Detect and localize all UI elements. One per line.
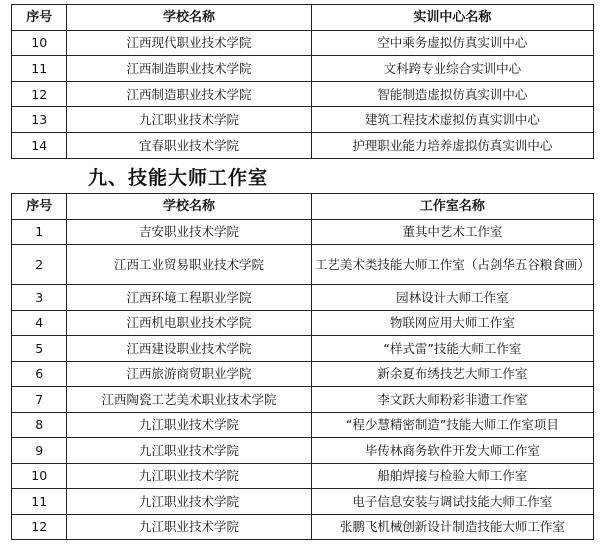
row-name: 新余夏布绣技艺大师工作室 bbox=[311, 361, 593, 387]
row-index: 7 bbox=[12, 387, 67, 413]
row-name: 毕传林商务软件开发大师工作室 bbox=[311, 438, 593, 464]
table-row bbox=[12, 514, 594, 540]
row-school: 九江职业技术学院 bbox=[67, 489, 311, 515]
table-row bbox=[12, 361, 594, 387]
row-index: 5 bbox=[12, 336, 67, 362]
row-index: 11 bbox=[12, 489, 67, 515]
row-index: 1 bbox=[12, 219, 67, 245]
row-index: 3 bbox=[12, 285, 67, 311]
row-name: 电子信息安装与调试技能大师工作室 bbox=[311, 489, 593, 515]
row-school: 江西机电职业技术学院 bbox=[67, 310, 311, 336]
row-school: 江西陶瓷工艺美术职业技术学院 bbox=[67, 387, 311, 413]
row-name: 智能制造虚拟仿真实训中心 bbox=[311, 81, 593, 107]
table-row bbox=[12, 245, 594, 285]
row-index: 6 bbox=[12, 361, 67, 387]
row-school: 吉安职业技术学院 bbox=[67, 219, 311, 245]
row-index: 11 bbox=[12, 56, 67, 82]
row-name: 李文跃大师粉彩非遗工作室 bbox=[311, 387, 593, 413]
table-row bbox=[12, 56, 594, 82]
table-row bbox=[12, 336, 594, 362]
table-header-row bbox=[12, 194, 594, 220]
header-center: 实训中心名称 bbox=[311, 5, 593, 31]
row-index: 12 bbox=[12, 81, 67, 107]
row-name: 园林设计大师工作室 bbox=[311, 285, 593, 311]
table-row bbox=[12, 30, 594, 56]
row-index: 4 bbox=[12, 310, 67, 336]
row-name: 文科跨专业综合实训中心 bbox=[311, 56, 593, 82]
row-school: 江西工业贸易职业技术学院 bbox=[67, 245, 311, 285]
row-school: 九江职业技术学院 bbox=[67, 514, 311, 540]
table-row bbox=[12, 285, 594, 311]
header-index: 序号 bbox=[12, 5, 67, 31]
row-school: 江西制造职业技术学院 bbox=[67, 81, 311, 107]
row-school: 江西建设职业技术学院 bbox=[67, 336, 311, 362]
training-center-table bbox=[11, 4, 594, 159]
row-name: 空中乘务虚拟仿真实训中心 bbox=[311, 30, 593, 56]
master-studio-table bbox=[11, 193, 594, 540]
row-name: 船舶焊接与检验大师工作室 bbox=[311, 463, 593, 489]
header-school: 学校名称 bbox=[67, 5, 311, 31]
table-row bbox=[12, 81, 594, 107]
table-row bbox=[12, 412, 594, 438]
row-name: 建筑工程技术虚拟仿真实训中心 bbox=[311, 107, 593, 133]
row-school: 宜春职业技术学院 bbox=[67, 132, 311, 158]
row-school: 江西制造职业技术学院 bbox=[67, 56, 311, 82]
row-name: 董其中艺术工作室 bbox=[311, 219, 593, 245]
row-school: 江西环境工程职业学院 bbox=[67, 285, 311, 311]
table-row bbox=[12, 489, 594, 515]
row-name: 工艺美术类技能大师工作室（占剑华五谷粮食画） bbox=[311, 245, 593, 285]
row-name: “程少慧精密制造”技能大师工作室项目 bbox=[311, 412, 593, 438]
row-name: 护理职业能力培养虚拟仿真实训中心 bbox=[311, 132, 593, 158]
header-index: 序号 bbox=[12, 194, 67, 220]
header-studio: 工作室名称 bbox=[311, 194, 593, 220]
row-index: 10 bbox=[12, 463, 67, 489]
table-row bbox=[12, 438, 594, 464]
table-row bbox=[12, 107, 594, 133]
row-school: 九江职业技术学院 bbox=[67, 438, 311, 464]
row-index: 8 bbox=[12, 412, 67, 438]
table-row bbox=[12, 463, 594, 489]
section-title: 九、技能大师工作室 bbox=[88, 167, 269, 189]
table-row bbox=[12, 310, 594, 336]
row-school: 九江职业技术学院 bbox=[67, 412, 311, 438]
row-school: 九江职业技术学院 bbox=[67, 463, 311, 489]
row-index: 9 bbox=[12, 438, 67, 464]
row-index: 12 bbox=[12, 514, 67, 540]
row-index: 14 bbox=[12, 132, 67, 158]
table-row bbox=[12, 387, 594, 413]
row-index: 10 bbox=[12, 30, 67, 56]
table-header-row bbox=[12, 5, 594, 31]
row-index: 2 bbox=[12, 245, 67, 285]
header-school: 学校名称 bbox=[67, 194, 311, 220]
row-school: 九江职业技术学院 bbox=[67, 107, 311, 133]
row-name: 张鹏飞机械创新设计制造技能大师工作室 bbox=[311, 514, 593, 540]
row-index: 13 bbox=[12, 107, 67, 133]
row-school: 江西旅游商贸职业学院 bbox=[67, 361, 311, 387]
table-row bbox=[12, 132, 594, 158]
row-name: “样式雷”技能大师工作室 bbox=[311, 336, 593, 362]
row-school: 江西现代职业技术学院 bbox=[67, 30, 311, 56]
row-name: 物联网应用大师工作室 bbox=[311, 310, 593, 336]
table-row bbox=[12, 219, 594, 245]
